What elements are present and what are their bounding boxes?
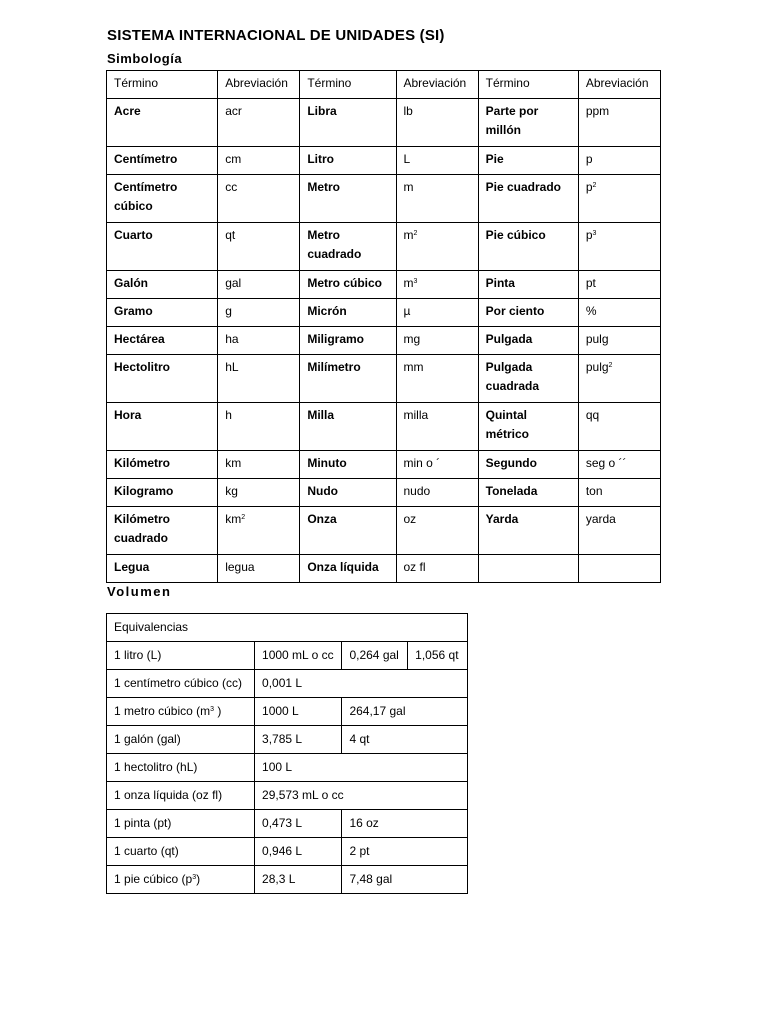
equivalence-cell: 4 qt xyxy=(342,726,468,754)
term-cell xyxy=(478,555,578,583)
table-row xyxy=(107,726,468,754)
unit-cell: 1 onza líquida (oz fl) xyxy=(107,782,255,810)
term-cell: Tonelada xyxy=(478,479,578,507)
term-cell: Milímetro xyxy=(300,355,396,403)
term-cell: Kilogramo xyxy=(107,479,218,507)
term-cell: Hectolitro xyxy=(107,355,218,403)
equivalence-cell: 2 pt xyxy=(342,838,468,866)
abbreviation-cell: qt xyxy=(218,223,300,271)
abbreviation-cell: $km^2$ xyxy=(218,507,300,555)
unit-cell: 1 litro (L) xyxy=(107,642,255,670)
unit-cell: 1 centímetro cúbico (cc) xyxy=(107,670,255,698)
simbologia-header-row xyxy=(107,71,661,99)
equivalence-cell: 0,946 L xyxy=(255,838,342,866)
abbreviation-cell: $p^2$ xyxy=(578,175,660,223)
table-row xyxy=(107,147,661,175)
table-row xyxy=(107,507,661,555)
abbreviation-cell: % xyxy=(578,299,660,327)
simbologia-heading: Simbología xyxy=(107,51,183,66)
table-row xyxy=(107,642,468,670)
equivalence-cell: 1000 mL o cc xyxy=(255,642,342,670)
abbreviation-cell: hL xyxy=(218,355,300,403)
term-cell: Onza xyxy=(300,507,396,555)
term-cell: Pie cúbico xyxy=(478,223,578,271)
table-row xyxy=(107,670,468,698)
equivalence-cell: 264,17 gal xyxy=(342,698,468,726)
abbreviation-cell: pulg xyxy=(578,327,660,355)
term-cell: Pinta xyxy=(478,271,578,299)
abbreviation-cell: L xyxy=(396,147,478,175)
equivalence-cell: 100 L xyxy=(255,754,468,782)
abbreviation-cell: ha xyxy=(218,327,300,355)
equivalence-cell: 0,473 L xyxy=(255,810,342,838)
abbreviation-cell: legua xyxy=(218,555,300,583)
term-cell: Milla xyxy=(300,403,396,451)
abbreviation-cell xyxy=(578,555,660,583)
table-row xyxy=(107,782,468,810)
table-row xyxy=(107,698,468,726)
term-cell: Hectárea xyxy=(107,327,218,355)
term-cell: Centímetro xyxy=(107,147,218,175)
term-cell: Quintal métrico xyxy=(478,403,578,451)
term-cell: Parte por millón xyxy=(478,99,578,147)
term-cell: Acre xyxy=(107,99,218,147)
table-row xyxy=(107,175,661,223)
table-row xyxy=(107,555,661,583)
table-row xyxy=(107,355,661,403)
volumen-heading: Volumen xyxy=(107,584,172,599)
abbreviation-cell: p xyxy=(578,147,660,175)
column-header: Abreviación xyxy=(578,71,660,99)
abbreviation-cell: oz xyxy=(396,507,478,555)
abbreviation-cell: cm xyxy=(218,147,300,175)
abbreviation-cell: $m^2$ xyxy=(396,223,478,271)
column-header: Abreviación xyxy=(396,71,478,99)
term-cell: Kilómetro xyxy=(107,451,218,479)
term-cell: Miligramo xyxy=(300,327,396,355)
term-cell: Metro cúbico xyxy=(300,271,396,299)
term-cell: Kilómetro cuadrado xyxy=(107,507,218,555)
equivalence-cell: 29,573 mL o cc xyxy=(255,782,468,810)
term-cell: Onza líquida xyxy=(300,555,396,583)
table-row xyxy=(107,754,468,782)
abbreviation-cell: mg xyxy=(396,327,478,355)
term-cell: Por ciento xyxy=(478,299,578,327)
term-cell: Pie xyxy=(478,147,578,175)
abbreviation-cell: lb xyxy=(396,99,478,147)
unit-cell: 1 cuarto (qt) xyxy=(107,838,255,866)
term-cell: Pie cuadrado xyxy=(478,175,578,223)
table-row xyxy=(107,479,661,507)
term-cell: Yarda xyxy=(478,507,578,555)
simbologia-table xyxy=(106,70,661,583)
abbreviation-cell: ppm xyxy=(578,99,660,147)
abbreviation-cell: seg o ´´ xyxy=(578,451,660,479)
abbreviation-cell: $p^3$ xyxy=(578,223,660,271)
term-cell: Minuto xyxy=(300,451,396,479)
equivalencias-header: Equivalencias xyxy=(107,614,468,642)
unit-cell: 1 galón (gal) xyxy=(107,726,255,754)
table-row xyxy=(107,810,468,838)
term-cell: Cuarto xyxy=(107,223,218,271)
unit-cell: 1 pie cúbico $(p^3)$ xyxy=(107,866,255,894)
term-cell: Metro xyxy=(300,175,396,223)
unit-cell: 1 hectolitro (hL) xyxy=(107,754,255,782)
abbreviation-cell: m xyxy=(396,175,478,223)
abbreviation-cell: µ xyxy=(396,299,478,327)
abbreviation-cell: km xyxy=(218,451,300,479)
page-title: SISTEMA INTERNACIONAL DE UNIDADES (SI) xyxy=(107,27,445,44)
table-row xyxy=(107,271,661,299)
term-cell: Libra xyxy=(300,99,396,147)
table-row xyxy=(107,866,468,894)
term-cell: Pulgada cuadrada xyxy=(478,355,578,403)
term-cell: Litro xyxy=(300,147,396,175)
column-header: Término xyxy=(478,71,578,99)
abbreviation-cell: mm xyxy=(396,355,478,403)
abbreviation-cell: milla xyxy=(396,403,478,451)
abbreviation-cell: kg xyxy=(218,479,300,507)
volumen-table xyxy=(106,613,468,894)
equivalence-cell: 7,48 gal xyxy=(342,866,468,894)
table-row xyxy=(107,403,661,451)
abbreviation-cell: pulg$^2$ xyxy=(578,355,660,403)
table-row xyxy=(107,838,468,866)
abbreviation-cell: nudo xyxy=(396,479,478,507)
abbreviation-cell: gal xyxy=(218,271,300,299)
equivalence-cell: 3,785 L xyxy=(255,726,342,754)
equivalence-cell: 0,001 L xyxy=(255,670,468,698)
term-cell: Galón xyxy=(107,271,218,299)
abbreviation-cell: qq xyxy=(578,403,660,451)
column-header: Término xyxy=(107,71,218,99)
term-cell: Centímetro cúbico xyxy=(107,175,218,223)
abbreviation-cell: ton xyxy=(578,479,660,507)
term-cell: Gramo xyxy=(107,299,218,327)
unit-cell: 1 metro cúbico ($m^3$ ) xyxy=(107,698,255,726)
abbreviation-cell: acr xyxy=(218,99,300,147)
term-cell: Nudo xyxy=(300,479,396,507)
table-row xyxy=(107,327,661,355)
column-header: Abreviación xyxy=(218,71,300,99)
column-header: Término xyxy=(300,71,396,99)
term-cell: Legua xyxy=(107,555,218,583)
table-row xyxy=(107,451,661,479)
abbreviation-cell: oz fl xyxy=(396,555,478,583)
abbreviation-cell: cc xyxy=(218,175,300,223)
table-row xyxy=(107,99,661,147)
unit-cell: 1 pinta (pt) xyxy=(107,810,255,838)
abbreviation-cell: $m^3$ xyxy=(396,271,478,299)
abbreviation-cell: h xyxy=(218,403,300,451)
equivalence-cell: 16 oz xyxy=(342,810,468,838)
table-row xyxy=(107,223,661,271)
abbreviation-cell: g xyxy=(218,299,300,327)
volumen-header-row xyxy=(107,614,468,642)
equivalence-cell: 0,264 gal xyxy=(342,642,408,670)
term-cell: Hora xyxy=(107,403,218,451)
term-cell: Metro cuadrado xyxy=(300,223,396,271)
abbreviation-cell: min o ´ xyxy=(396,451,478,479)
abbreviation-cell: yarda xyxy=(578,507,660,555)
term-cell: Segundo xyxy=(478,451,578,479)
equivalence-cell: 28,3 L xyxy=(255,866,342,894)
table-row xyxy=(107,299,661,327)
term-cell: Pulgada xyxy=(478,327,578,355)
abbreviation-cell: pt xyxy=(578,271,660,299)
equivalence-cell: 1000 L xyxy=(255,698,342,726)
equivalence-cell: 1,056 qt xyxy=(408,642,468,670)
term-cell: Micrón xyxy=(300,299,396,327)
